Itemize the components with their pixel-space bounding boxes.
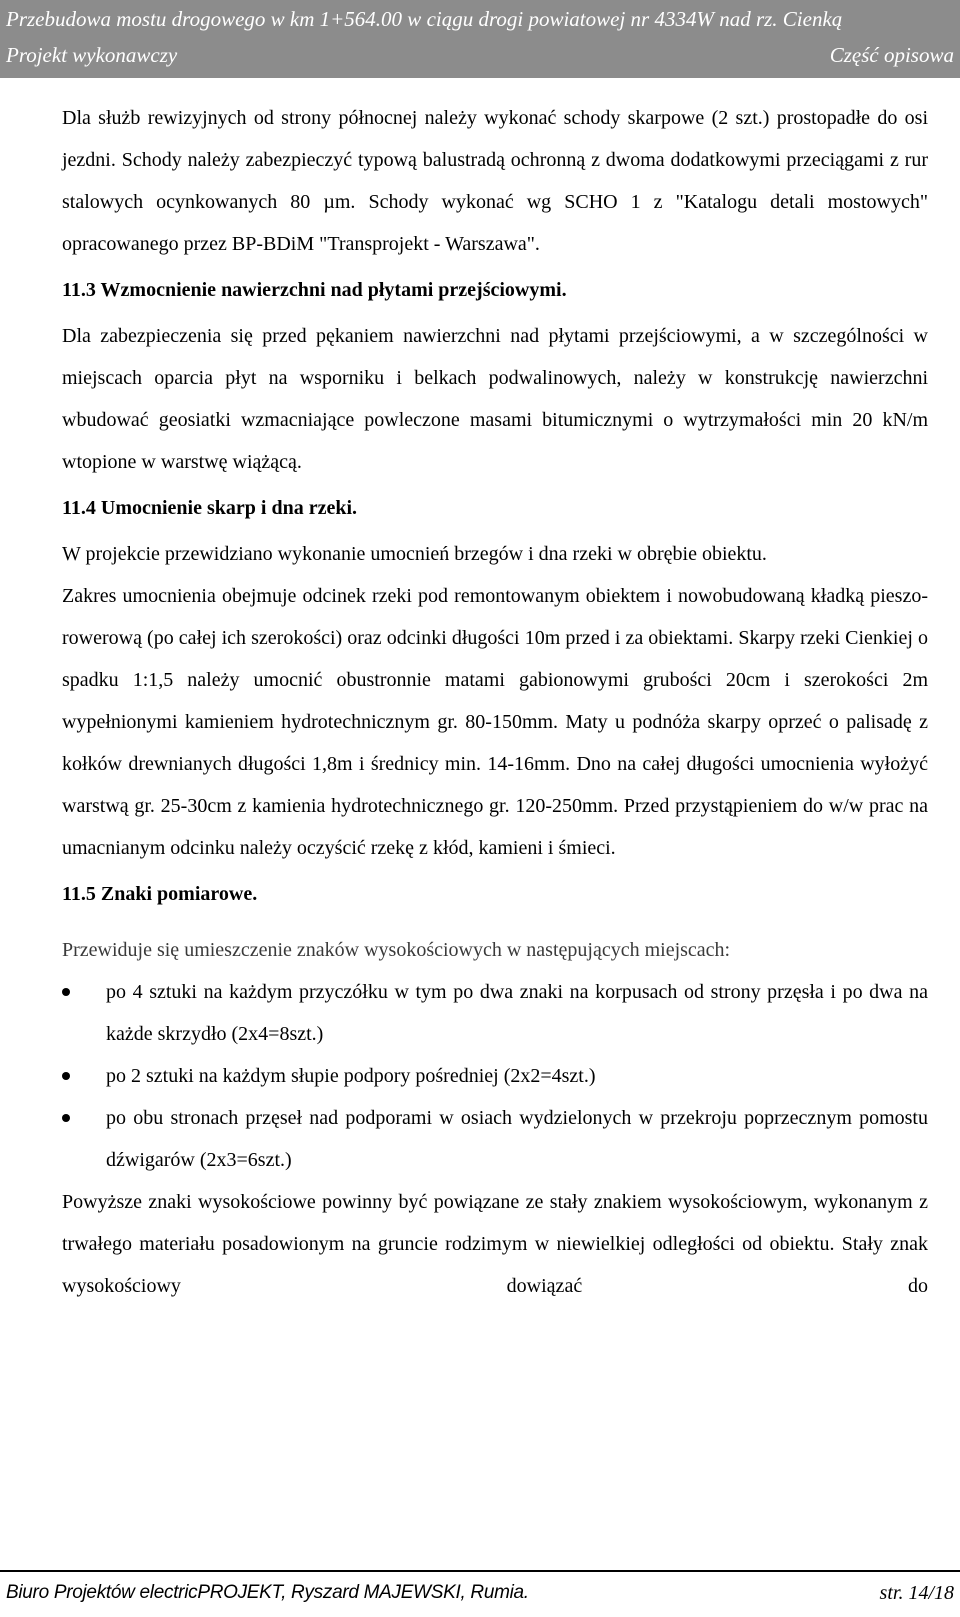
list-item: po 2 sztuki na każdym słupie podpory pośredniej (2x2=4szt.) (62, 1055, 928, 1097)
section-heading-11-5: 11.5 Znaki pomiarowe. (62, 883, 258, 905)
list-item: po obu stronach przęseł nad podporami w osiach wydzielonych w przekroju poprzecznym pomostu dźwigarów (2x3=6szt.) (62, 1097, 928, 1181)
page-header (0, 0, 960, 78)
paragraph-bank-protection-intro: W projekcie przewidziano wykonanie umocnień brzegów i dna rzeki w obrębie obiektu. (62, 543, 767, 565)
bullet-icon (62, 1114, 70, 1122)
paragraph-bank-protection-scope: Zakres umocnienia obejmuje odcinek rzeki pod remontowanym obiektem i nowobudowaną kładką pieszo-rowerową (po całej ich szerokości) oraz odcinki długości 10m przed i za obiektami. Skarpy rzeki Cienkiej o spadku 1:1,5 należy umocnić obustronnie matami gabionowymi grubości 20cm i szerokości 2m wypełnionymi kamieniem hydrotechnicznym gr. 80-150mm. Maty u podnóża skarpy oprzeć o palisadę z kołków drewnianych długości 1,8m i średnicy min. 14-16mm. Dno na całej długości umocnienia wyłożyć warstwą gr. 25-30cm z kamienia hydrotechnicznego gr. 120-250mm. Przed przystąpieniem do w/w prac na umacnianym odcinku należy oczyścić rzekę z kłód, kamieni i śmieci. (62, 585, 928, 859)
footer-divider (0, 1570, 960, 1572)
section-heading-11-4: 11.4 Umocnienie skarp i dna rzeki. (62, 497, 358, 519)
list-item: po 4 sztuki na każdym przyczółku w tym po dwa znaki na korpusach od strony przęsła i po dwa na każde skrzydło (2x4=8szt.) (62, 971, 928, 1055)
paragraph-surface-reinforcement: Dla zabezpieczenia się przed pękaniem nawierzchni nad płytami przejściowymi, a w szczególności w miejscach oparcia płyt na wsporniku i belkach podwalinowych, należy w konstrukcję nawierzchni wbudować geosiatki wzmacniające powleczone masami bitumicznymi o wytrzymałości min 20 kN/m wtopione w warstwę wiążącą. (62, 325, 928, 473)
paragraph-survey-marks-binding: Powyższe znaki wysokościowe powinny być powiązane ze stały znakiem wysokościowym, wykonanym z trwałego materiału posadowionym na gruncie rodzimym w niewielkiej odległości od obiektu. Stały znak wysokościowy dowiązać do (62, 1191, 928, 1297)
bullet-icon (62, 1072, 70, 1080)
page-footer (6, 1573, 954, 1613)
footer-page-number: str. 14/18 (879, 1582, 954, 1604)
section-heading-11-3: 11.3 Wzmocnienie nawierzchni nad płytami przejściowymi. (62, 279, 567, 301)
paragraph-survey-marks-intro: Przewiduje się umieszczenie znaków wysokościowych w następujących miejscach: (62, 939, 731, 961)
header-part: Część opisowa (829, 43, 954, 67)
header-title: Przebudowa mostu drogowego w km 1+564.00 w ciągu drogi powiatowej nr 4334W nad rz. Cienką (6, 7, 843, 31)
bullet-icon (62, 988, 70, 996)
header-title-line (6, 2, 954, 36)
paragraph-inspection-stairs: Dla służb rewizyjnych od strony północnej należy wykonać schody skarpowe (2 szt.) prostopadłe do osi jezdni. Schody należy zabezpieczyć typową balustradą ochronną z dwoma dodatkowymi przeciągami z rur stalowych ocynkowanych 80 µm. Schody wykonać wg SCHO 1 z "Katalogu detali mostowych" opracowanego przez BP-BDiM "Transprojekt - Warszawa". (62, 107, 928, 255)
header-project-type: Projekt wykonawczy (6, 43, 178, 67)
footer-office: Biuro Projektów electricPROJEKT, Ryszard MAJEWSKI, Rumia. (6, 1582, 529, 1603)
header-subtitle-line (6, 38, 954, 72)
document-body (62, 97, 928, 1307)
survey-marks-list (62, 971, 928, 1181)
